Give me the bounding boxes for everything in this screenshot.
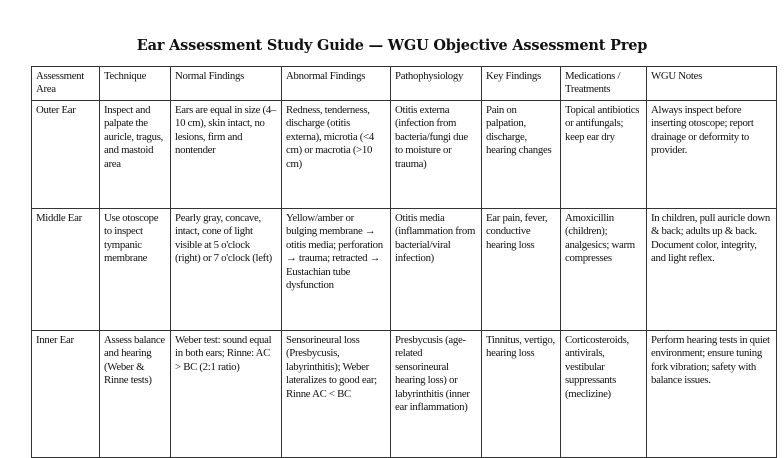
cell-pathophysiology: Otitis media (inflammation from bacterial/viral infection) bbox=[391, 209, 482, 331]
cell-wgu-notes: Perform hearing tests in quiet environment; ensure tuning fork vibration; safety with balance issues. bbox=[647, 331, 777, 458]
table-row bbox=[32, 331, 777, 458]
cell-technique: Use otoscope to inspect tympanic membrane bbox=[100, 209, 171, 331]
cell-medications-treatments: Amoxicillin (children); analgesics; warm compresses bbox=[561, 209, 647, 331]
cell-abnormal-findings: Redness, tenderness, discharge (otitis externa), microtia (<4 cm) or macrotia (>10 cm) bbox=[282, 101, 391, 209]
header-assessment-area: Assessment Area bbox=[32, 67, 100, 101]
header-key-findings: Key Findings bbox=[482, 67, 561, 101]
ear-assessment-table bbox=[31, 66, 777, 458]
cell-assessment-area: Inner Ear bbox=[32, 331, 100, 458]
header-abnormal-findings: Abnormal Findings bbox=[282, 67, 391, 101]
header-medications-treatments: Medications / Treatments bbox=[561, 67, 647, 101]
cell-normal-findings: Pearly gray, concave, intact, cone of light visible at 5 o'clock (right) or 7 o'clock (left) bbox=[171, 209, 282, 331]
cell-technique: Assess balance and hearing (Weber & Rinne tests) bbox=[100, 331, 171, 458]
cell-key-findings: Ear pain, fever, conductive hearing loss bbox=[482, 209, 561, 331]
cell-assessment-area: Outer Ear bbox=[32, 101, 100, 209]
cell-pathophysiology: Presbycusis (age-related sensorineural hearing loss) or labyrinthitis (inner ear inflammation) bbox=[391, 331, 482, 458]
cell-abnormal-findings: Yellow/amber or bulging membrane → otitis media; perforation → trauma; retracted → Eustachian tube dysfunction bbox=[282, 209, 391, 331]
document-title: Ear Assessment Study Guide — WGU Objective Assessment Prep bbox=[136, 37, 648, 54]
table-row bbox=[32, 209, 777, 331]
header-normal-findings: Normal Findings bbox=[171, 67, 282, 101]
cell-assessment-area: Middle Ear bbox=[32, 209, 100, 331]
cell-normal-findings: Weber test: sound equal in both ears; Rinne: AC > BC (2:1 ratio) bbox=[171, 331, 282, 458]
header-technique: Technique bbox=[100, 67, 171, 101]
cell-medications-treatments: Topical antibiotics or antifungals; keep ear dry bbox=[561, 101, 647, 209]
cell-normal-findings: Ears are equal in size (4–10 cm), skin intact, no lesions, firm and nontender bbox=[171, 101, 282, 209]
header-pathophysiology: Pathophysiology bbox=[391, 67, 482, 101]
table-row bbox=[32, 101, 777, 209]
cell-wgu-notes: In children, pull auricle down & back; adults up & back. Document color, integrity, and light reflex. bbox=[647, 209, 777, 331]
cell-key-findings: Pain on palpation, discharge, hearing changes bbox=[482, 101, 561, 209]
cell-medications-treatments: Corticosteroids, antivirals, vestibular suppressants (meclizine) bbox=[561, 331, 647, 458]
cell-pathophysiology: Otitis externa (infection from bacteria/fungi due to moisture or trauma) bbox=[391, 101, 482, 209]
cell-abnormal-findings: Sensorineural loss (Presbycusis, labyrinthitis); Weber lateralizes to good ear; Rinne AC < BC bbox=[282, 331, 391, 458]
table-header-row bbox=[32, 67, 777, 101]
header-wgu-notes: WGU Notes bbox=[647, 67, 777, 101]
cell-technique: Inspect and palpate the auricle, tragus, and mastoid area bbox=[100, 101, 171, 209]
cell-wgu-notes: Always inspect before inserting otoscope; report drainage or deformity to provider. bbox=[647, 101, 777, 209]
cell-key-findings: Tinnitus, vertigo, hearing loss bbox=[482, 331, 561, 458]
